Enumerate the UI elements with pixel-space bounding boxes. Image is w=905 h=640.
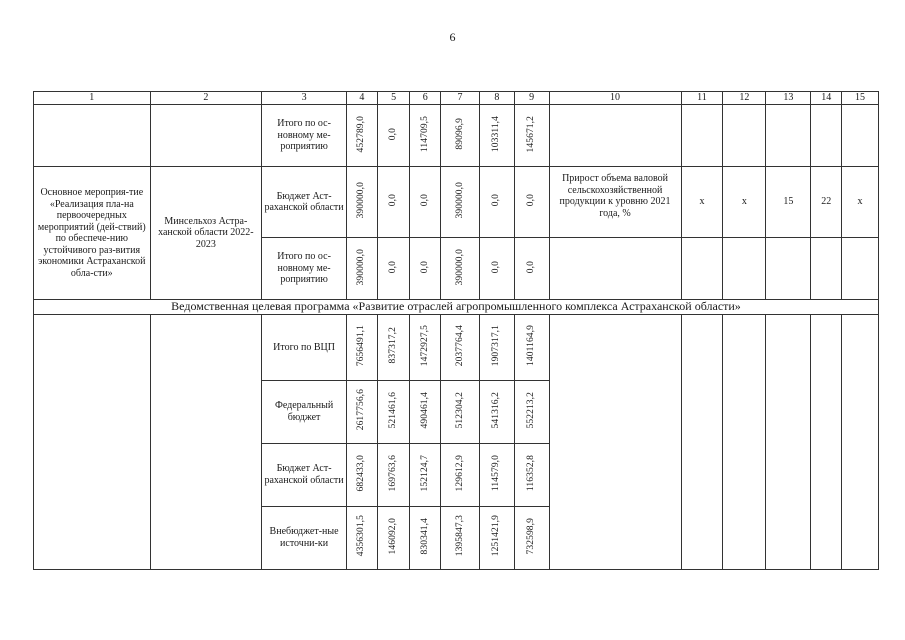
header-cell: 7 (441, 92, 480, 105)
value-cell: 390000,0 (441, 238, 480, 300)
value-cell: 682433,0 (347, 443, 378, 506)
program-table (33, 91, 879, 570)
table-row (34, 167, 879, 238)
indicator-value-cell: х (681, 167, 723, 238)
executor-cell (150, 314, 262, 569)
value-cell: 0,0 (377, 238, 410, 300)
value-cell: 1472927,5 (410, 314, 441, 380)
funding-source-cell: Итого по ВЦП (262, 314, 347, 380)
header-cell: 12 (723, 92, 766, 105)
value-cell: 89096,9 (441, 105, 480, 167)
indicator-value-cell: х (723, 167, 766, 238)
value-cell: 145671,2 (514, 105, 549, 167)
header-cell: 15 (842, 92, 879, 105)
value-cell: 0,0 (514, 238, 549, 300)
indicator-value-cell: х (842, 167, 879, 238)
value-cell: 169763,6 (377, 443, 410, 506)
value-cell: 0,0 (377, 105, 410, 167)
header-cell: 2 (150, 92, 262, 105)
value-cell: 114709,5 (410, 105, 441, 167)
value-cell: 152124,7 (410, 443, 441, 506)
value-cell: 390000,0 (441, 167, 480, 238)
header-cell: 9 (514, 92, 549, 105)
header-row (34, 92, 879, 105)
value-cell: 390000,0 (347, 238, 378, 300)
value-cell: 0,0 (410, 167, 441, 238)
header-cell: 1 (34, 92, 151, 105)
value-cell: 116352,8 (514, 443, 549, 506)
indicator-value-cell: 22 (811, 167, 842, 238)
header-cell: 11 (681, 92, 723, 105)
header-cell: 10 (549, 92, 681, 105)
header-cell: 13 (766, 92, 811, 105)
event-name-cell: Основное мероприя-тие «Реализация пла-на первоочередных мероприятий (дей-ствий) по обеспече-нию устойчивого раз-вития экономики Астраханской обла-сти» (34, 167, 151, 300)
section-row (34, 300, 879, 315)
value-cell: 830341,4 (410, 506, 441, 569)
section-title: Ведомственная целевая программа «Развитие отраслей агропромышленного комплекса Астраханской области» (34, 300, 879, 315)
value-cell: 114579,0 (479, 443, 514, 506)
value-cell: 0,0 (377, 167, 410, 238)
event-name-cell (34, 314, 151, 569)
value-cell: 0,0 (479, 167, 514, 238)
value-cell: 2617756,6 (347, 380, 378, 443)
header-cell: 5 (377, 92, 410, 105)
value-cell: 1907317,1 (479, 314, 514, 380)
funding-source-cell: Бюджет Аст-раханской области (262, 167, 347, 238)
page-number: 6 (449, 30, 456, 44)
value-cell: 490461,4 (410, 380, 441, 443)
value-cell: 552213,2 (514, 380, 549, 443)
value-cell: 837317,2 (377, 314, 410, 380)
header-cell: 4 (347, 92, 378, 105)
indicator-cell: Прирост объема валовой сельскохозяйственной продукции к уровню 2021 года, % (549, 167, 681, 238)
value-cell: 4356301,5 (347, 506, 378, 569)
value-cell: 541316,2 (479, 380, 514, 443)
value-cell: 103311,4 (479, 105, 514, 167)
header-cell: 6 (410, 92, 441, 105)
table-row (34, 314, 879, 380)
value-cell: 512304,2 (441, 380, 480, 443)
value-cell: 390000,0 (347, 167, 378, 238)
value-cell: 1251421,9 (479, 506, 514, 569)
indicator-value-cell: 15 (766, 167, 811, 238)
value-cell: 1401164,9 (514, 314, 549, 380)
value-cell: 129612,9 (441, 443, 480, 506)
value-cell: 146092,0 (377, 506, 410, 569)
value-cell: 2037764,4 (441, 314, 480, 380)
executor-cell: Минсельхоз Астра-ханской области 2022-2023 (150, 167, 262, 300)
funding-source-cell: Федеральный бюджет (262, 380, 347, 443)
value-cell: 0,0 (479, 238, 514, 300)
value-cell: 732598,9 (514, 506, 549, 569)
header-cell: 3 (262, 92, 347, 105)
header-cell: 8 (479, 92, 514, 105)
funding-source-cell: Итого по ос-новному ме-роприятию (262, 105, 347, 167)
value-cell: 7656491,1 (347, 314, 378, 380)
funding-source-cell: Бюджет Аст-раханской области (262, 443, 347, 506)
funding-source-cell: Итого по ос-новному ме-роприятию (262, 238, 347, 300)
header-cell: 14 (811, 92, 842, 105)
value-cell: 452789,0 (347, 105, 378, 167)
value-cell: 1395847,3 (441, 506, 480, 569)
value-cell: 0,0 (410, 238, 441, 300)
funding-source-cell: Внебюджет-ные источни-ки (262, 506, 347, 569)
value-cell: 521461,6 (377, 380, 410, 443)
value-cell: 0,0 (514, 167, 549, 238)
table-row (34, 105, 879, 167)
